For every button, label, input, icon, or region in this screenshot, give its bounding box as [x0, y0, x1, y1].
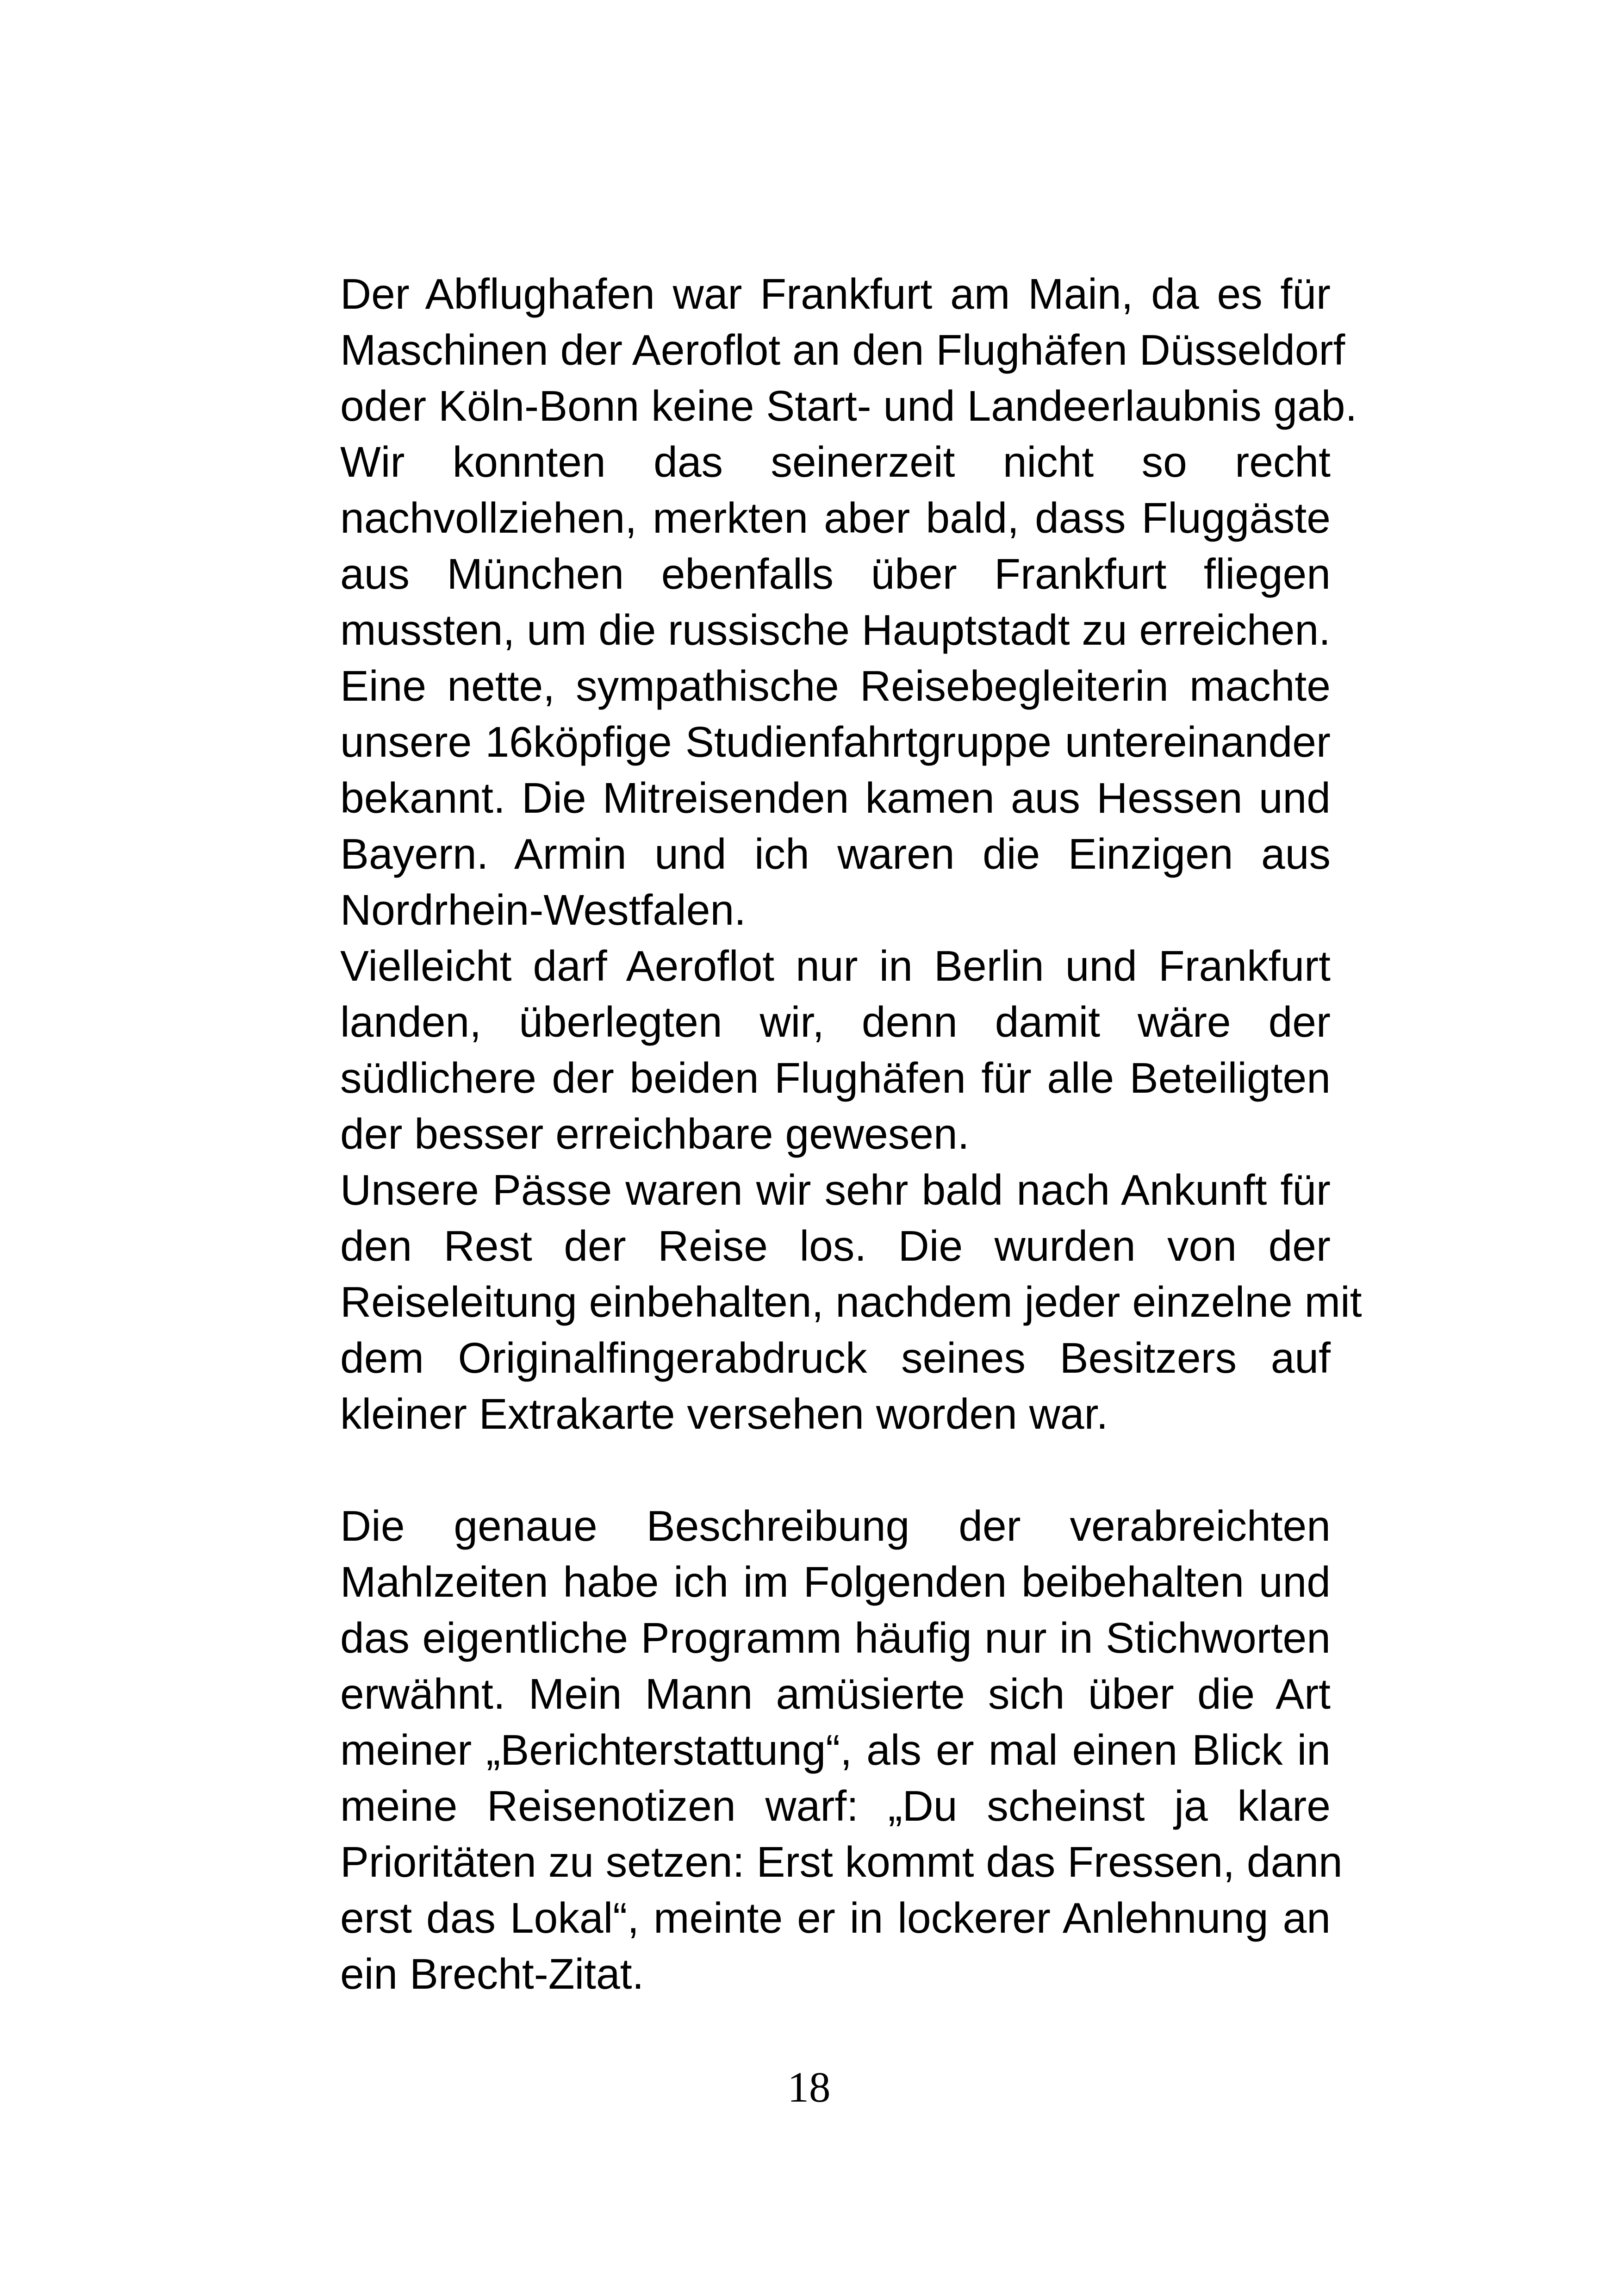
paragraph-gap [340, 1442, 1331, 1498]
text-line: aus München ebenfalls über Frankfurt fliegen [340, 550, 1331, 598]
page-number: 18 [787, 2064, 831, 2111]
text-line: Eine nette, sympathische Reisebegleiterin machte [340, 662, 1331, 710]
paragraph-5 [340, 1162, 1362, 1442]
paragraph-3 [340, 658, 1331, 938]
text-line: dem Originalfingerabdruck seines Besitzers auf [340, 1334, 1331, 1382]
text-line: Wir konnten das seinerzeit nicht so recht [340, 438, 1331, 486]
text-line: kleiner Extrakarte versehen worden war. [340, 1390, 1108, 1438]
text-line: Maschinen der Aeroflot an den Flughäfen Düsseldorf [340, 326, 1345, 374]
text-line: landen, überlegten wir, denn damit wäre der [340, 998, 1331, 1046]
text-line: unsere 16köpfige Studienfahrtgruppe untereinander [340, 718, 1331, 766]
text-line: ein Brecht-Zitat. [340, 1950, 644, 1998]
text-line: Mahlzeiten habe ich im Folgenden beibehalten und [340, 1558, 1331, 1606]
text-line: Prioritäten zu setzen: Erst kommt das Fressen, dann [340, 1838, 1343, 1886]
text-line: Der Abflughafen war Frankfurt am Main, da es für [340, 270, 1331, 318]
paragraph-6 [340, 1498, 1343, 2002]
text-line: Die genaue Beschreibung der verabreichten [340, 1502, 1331, 1550]
paragraph-4 [340, 938, 1331, 1162]
text-line: erwähnt. Mein Mann amüsierte sich über die Art [340, 1670, 1331, 1718]
text-line: meiner „Berichterstattung“, als er mal einen Blick in [340, 1726, 1331, 1774]
text-line: Bayern. Armin und ich waren die Einzigen aus [340, 830, 1331, 878]
text-line: südlichere der beiden Flughäfen für alle Beteiligten [340, 1054, 1331, 1102]
text-line: nachvollziehen, merkten aber bald, dass Fluggäste [340, 494, 1331, 542]
text-line: erst das Lokal“, meinte er in lockerer Anlehnung an [340, 1894, 1331, 1942]
text-line: der besser erreichbare gewesen. [340, 1110, 970, 1158]
body-text [340, 266, 1362, 2002]
text-line: Unsere Pässe waren wir sehr bald nach Ankunft für [340, 1166, 1331, 1214]
text-line: Nordrhein-Westfalen. [340, 886, 747, 934]
text-line: meine Reisenotizen warf: „Du scheinst ja klare [340, 1782, 1331, 1830]
text-line: oder Köln-Bonn keine Start- und Landeerlaubnis gab. [340, 382, 1357, 430]
paragraph-2 [340, 434, 1331, 658]
text-line: bekannt. Die Mitreisenden kamen aus Hessen und [340, 774, 1331, 822]
text-line: den Rest der Reise los. Die wurden von der [340, 1222, 1331, 1270]
text-line: Vielleicht darf Aeroflot nur in Berlin und Frankfurt [340, 942, 1331, 990]
paragraph-1 [340, 266, 1357, 434]
text-line: das eigentliche Programm häufig nur in Stichworten [340, 1614, 1331, 1662]
text-line: Reiseleitung einbehalten, nachdem jeder einzelne mit [340, 1278, 1362, 1326]
text-line: mussten, um die russische Hauptstadt zu erreichen. [340, 606, 1331, 654]
